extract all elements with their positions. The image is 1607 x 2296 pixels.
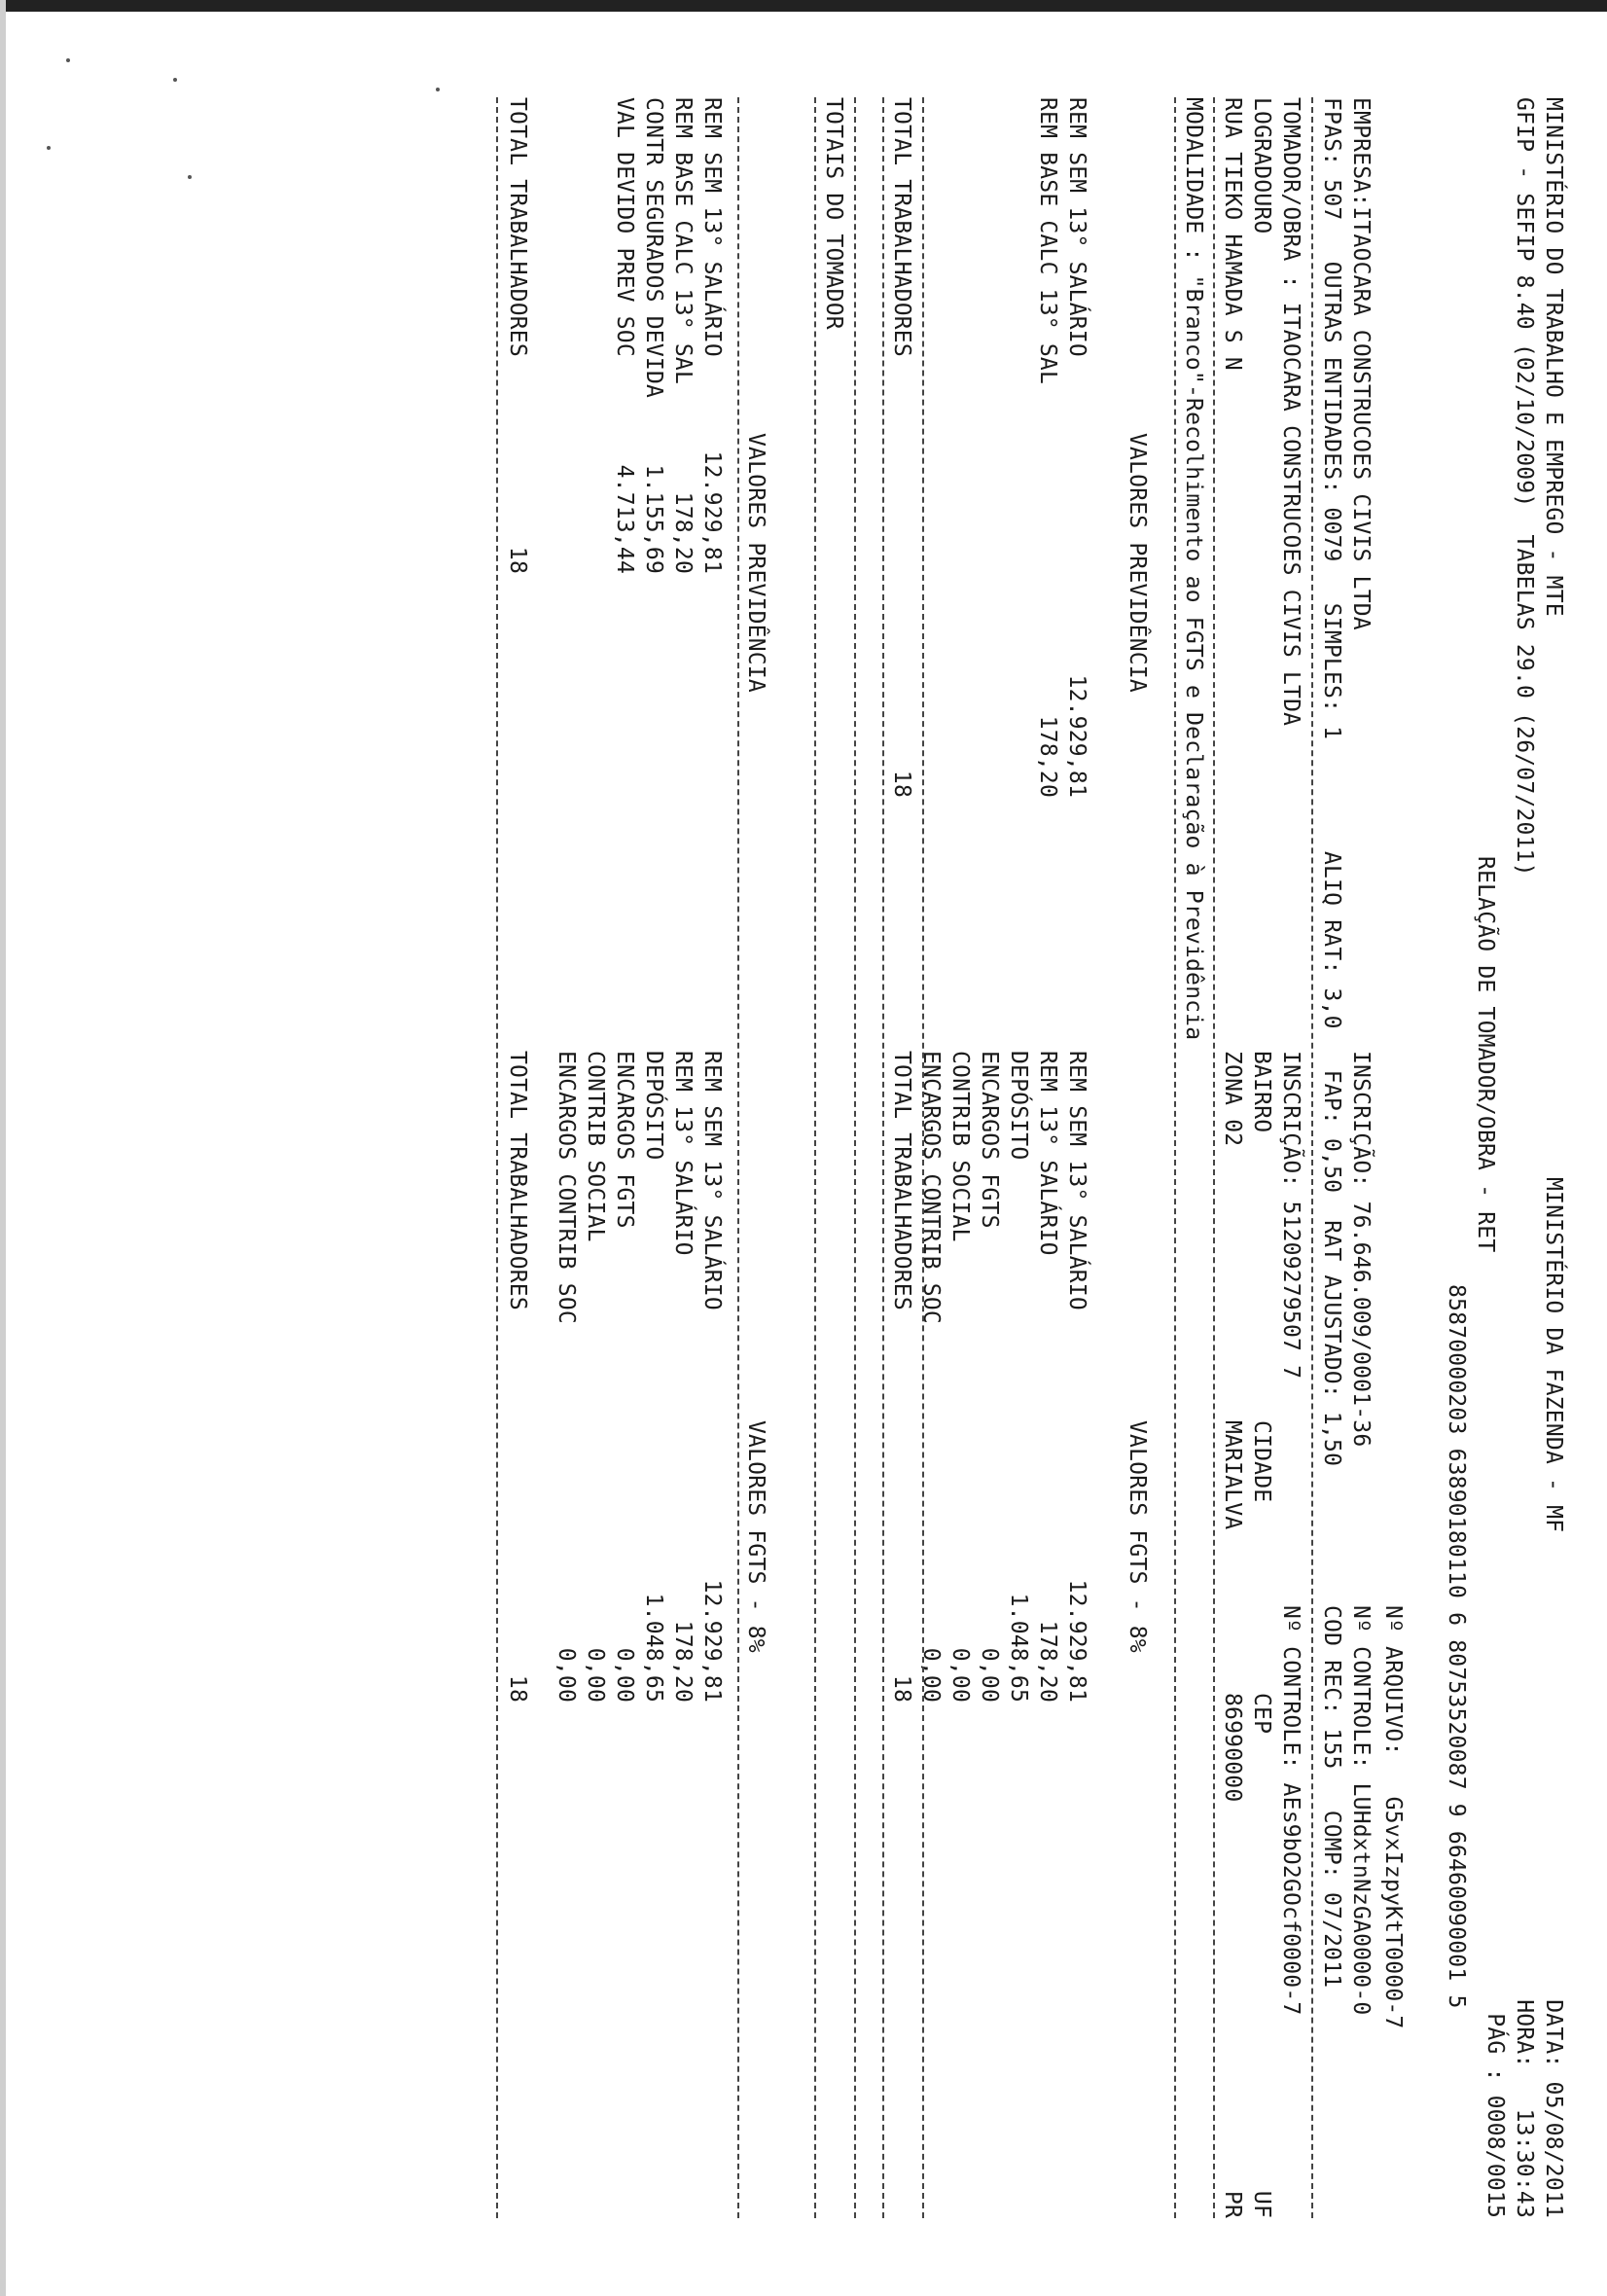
header-date: DATA: 05/08/2011 xyxy=(1541,1999,1566,2218)
scan-speck xyxy=(47,146,51,150)
divider xyxy=(1311,97,1313,2218)
totais-total-trabalhadores-label: TOTAL TRABALHADORES xyxy=(505,97,530,357)
totais-prev-row-label: REM SEM 13° SALÁRIO xyxy=(699,97,725,357)
fgts-row-label: ENCARGOS CONTRIB SOC xyxy=(918,1051,944,1324)
scan-speck xyxy=(66,58,70,62)
cep-label: CEP xyxy=(1249,1693,1274,1735)
barcode-number: 85870000203 63890180110 6 80753520087 9 66460090001 5 xyxy=(1444,1284,1469,2009)
uf-value: PR xyxy=(1220,2190,1245,2218)
totais-fgts-row-value: 12.929,81 xyxy=(699,1579,725,1703)
totais-fgts-row-value: 178,20 xyxy=(670,1620,696,1703)
totais-fgts-row-label: DEPÓSITO xyxy=(641,1051,666,1161)
fgts-row-value: 0,00 xyxy=(918,1647,944,1703)
divider xyxy=(882,97,884,2218)
total-trabalhadores-label: TOTAL TRABALHADORES xyxy=(889,97,914,357)
bairro-value: ZONA 02 xyxy=(1220,1051,1245,1147)
tomador-inscricao: INSCRIÇÃO: 51209279507 7 xyxy=(1278,1051,1303,1380)
totais-total-trabalhadores-fgts: 18 xyxy=(505,1674,530,1703)
totais-fgts-row-label: REM SEM 13° SALÁRIO xyxy=(699,1051,725,1310)
divider xyxy=(922,97,924,2218)
scan-speck xyxy=(436,88,440,91)
divider xyxy=(854,97,856,2218)
totais-prev-row-label: VAL DEVIDO PREV SOC xyxy=(612,97,637,357)
prev-row-label: REM BASE CALC 13° SAL xyxy=(1035,97,1060,384)
scan-speck xyxy=(173,78,177,82)
fgts-row-label: DEPÓSITO xyxy=(1006,1051,1031,1161)
header-ministry-mte: MINISTÉRIO DO TRABALHO E EMPREGO - MTE xyxy=(1541,97,1566,617)
fgts-row-label: ENCARGOS FGTS xyxy=(977,1051,1002,1229)
report-title: RELAÇÃO DE TOMADOR/OBRA - RET xyxy=(1473,856,1498,1253)
tomador-controle: Nº CONTROLE: AEs9bO2GOcf0000-7 xyxy=(1278,1605,1303,2016)
fgts-values-header: VALORES FGTS - 8% xyxy=(1125,1420,1150,1653)
divider xyxy=(496,97,498,2218)
divider xyxy=(1213,97,1215,2218)
empresa-name: EMPRESA:ITAOCARA CONSTRUCOES CIVIS LTDA xyxy=(1348,97,1374,630)
modalidade: MODALIDADE : "Branco"-Recolhimento ao FGTS e Declaração à Previdência xyxy=(1181,97,1206,1041)
arquivo-number: Nº ARQUIVO: G5vxIzpyKtT0000-7 xyxy=(1380,1605,1406,2029)
totais-fgts-row-value: 0,00 xyxy=(612,1647,637,1703)
totais-prev-row-value: 178,20 xyxy=(670,491,696,574)
totais-fgts-row-value: 0,00 xyxy=(554,1647,579,1703)
fgts-row-value: 0,00 xyxy=(947,1647,973,1703)
totais-fgts-values-header: VALORES FGTS - 8% xyxy=(743,1420,768,1653)
prev-row-value: 178,20 xyxy=(1035,715,1060,798)
empresa-aliq-rat: ALIQ RAT: 3,0 FAP: 0,50 RAT AJUSTADO: 1,50 xyxy=(1319,851,1344,1467)
header-ministry-mf: MINISTÉRIO DA FAZENDA - MF xyxy=(1541,1177,1566,1533)
tomador-name: TOMADOR/OBRA : ITAOCARA CONSTRUCOES CIVIS LTDA xyxy=(1278,97,1303,727)
header-gfip-version: GFIP - SEFIP 8.40 (02/10/2009) TABELAS 29.0 (26/07/2011) xyxy=(1512,97,1537,877)
logradouro-value: RUA TIEKO HAMADA S N xyxy=(1220,97,1245,371)
fgts-row-label: CONTRIB SOCIAL xyxy=(947,1051,973,1242)
totais-prev-values-header: VALORES PREVIDÊNCIA xyxy=(743,433,768,693)
cidade-value: MARIALVA xyxy=(1220,1420,1245,1530)
totais-prev-row-value: 12.929,81 xyxy=(699,450,725,574)
totais-fgts-row-label: REM 13° SALÁRIO xyxy=(670,1051,696,1256)
totais-fgts-row-label: ENCARGOS CONTRIB SOC xyxy=(554,1051,579,1324)
fgts-row-value: 178,20 xyxy=(1035,1620,1060,1703)
totais-title: TOTAIS DO TOMADOR xyxy=(821,97,846,330)
totais-total-trabalhadores-prev: 18 xyxy=(505,546,530,574)
empresa-fpas: FPAS: 507 OUTRAS ENTIDADES: 0079 SIMPLES: 1 xyxy=(1319,97,1344,740)
fgts-row-value: 12.929,81 xyxy=(1064,1579,1089,1703)
divider xyxy=(737,97,739,2218)
empresa-inscricao: INSCRIÇÃO: 76.646.009/0001-36 xyxy=(1348,1051,1374,1448)
totais-total-trabalhadores-fgts-label: TOTAL TRABALHADORES xyxy=(505,1051,530,1310)
totais-prev-row-label: CONTR SEGURADOS DEVIDA xyxy=(641,97,666,399)
divider xyxy=(814,97,816,2218)
totais-fgts-row-label: ENCARGOS FGTS xyxy=(612,1051,637,1229)
empresa-cod-rec: COD REC: 155 COMP: 07/2011 xyxy=(1319,1605,1344,1989)
totais-prev-row-value: 1.155,69 xyxy=(641,464,666,574)
totais-fgts-row-value: 0,00 xyxy=(583,1647,608,1703)
total-trabalhadores-prev: 18 xyxy=(889,770,914,798)
totais-prev-row-label: REM BASE CALC 13° SAL xyxy=(670,97,696,384)
total-trabalhadores-fgts-label: TOTAL TRABALHADORES xyxy=(889,1051,914,1310)
cep-value: 86990000 xyxy=(1220,1693,1245,1803)
fgts-row-label: REM SEM 13° SALÁRIO xyxy=(1064,1051,1089,1310)
fgts-row-value: 0,00 xyxy=(977,1647,1002,1703)
total-trabalhadores-fgts: 18 xyxy=(889,1674,914,1703)
divider xyxy=(1174,97,1176,2218)
prev-values-header: VALORES PREVIDÊNCIA xyxy=(1125,433,1150,693)
header-time: HORA: 13:30:43 xyxy=(1512,1999,1537,2218)
scan-speck xyxy=(188,175,192,179)
header-page: PÁG : 0008/0015 xyxy=(1482,2013,1508,2218)
totais-fgts-row-label: CONTRIB SOCIAL xyxy=(583,1051,608,1242)
fgts-row-label: REM 13° SALÁRIO xyxy=(1035,1051,1060,1256)
empresa-controle: Nº CONTROLE: LUHdxtnNzGA0000-0 xyxy=(1348,1605,1374,2016)
fgts-row-value: 1.048,65 xyxy=(1006,1593,1031,1703)
cidade-label: CIDADE xyxy=(1249,1420,1274,1503)
logradouro-label: LOGRADOURO xyxy=(1249,97,1274,234)
totais-fgts-row-value: 1.048,65 xyxy=(641,1593,666,1703)
prev-row-value: 12.929,81 xyxy=(1064,674,1089,798)
bairro-label: BAIRRO xyxy=(1249,1051,1274,1133)
prev-row-label: REM SEM 13° SALÁRIO xyxy=(1064,97,1089,357)
totais-prev-row-value: 4.713,44 xyxy=(612,464,637,574)
uf-label: UF xyxy=(1249,2190,1274,2218)
